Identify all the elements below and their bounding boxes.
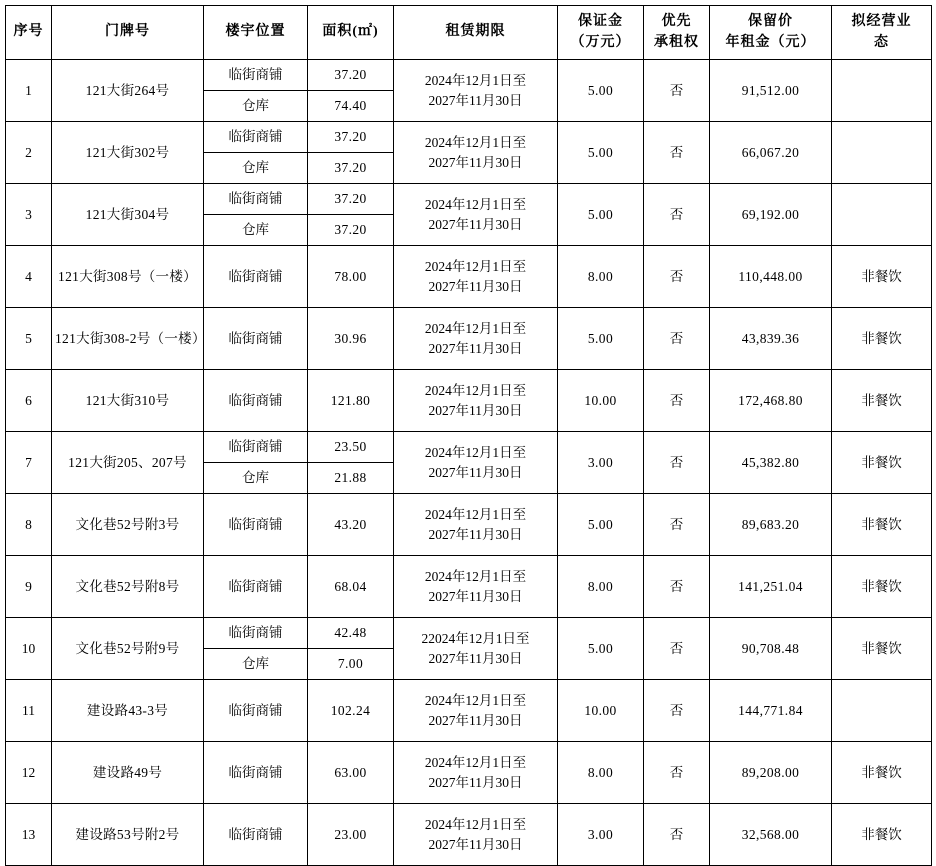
table-row (6, 804, 932, 866)
cell-priority: 否 (644, 184, 710, 246)
cell-area: 30.96 (308, 308, 394, 370)
cell-address: 文化巷52号附3号 (52, 494, 204, 556)
cell-priority: 否 (644, 618, 710, 680)
cell-term-line-1: 2024年12月1日至 (424, 692, 527, 708)
cell-area: 102.24 (308, 680, 394, 742)
cell-deposit: 8.00 (558, 742, 644, 804)
cell-position: 仓库 (204, 649, 308, 680)
cell-address: 建设路53号附2号 (52, 804, 204, 866)
cell-seq: 1 (6, 60, 52, 122)
cell-position: 仓库 (204, 91, 308, 122)
cell-term-line-2: 2027年11月30日 (428, 712, 523, 728)
column-header-term: 租赁期限 (394, 6, 558, 60)
cell-term (394, 556, 558, 618)
cell-priority: 否 (644, 804, 710, 866)
cell-priority: 否 (644, 432, 710, 494)
cell-area: 121.80 (308, 370, 394, 432)
cell-priority: 否 (644, 122, 710, 184)
cell-seq: 6 (6, 370, 52, 432)
column-header-position: 楼宇位置 (204, 6, 308, 60)
cell-address: 文化巷52号附9号 (52, 618, 204, 680)
cell-priority: 否 (644, 556, 710, 618)
cell-priority: 否 (644, 308, 710, 370)
table-row (6, 60, 932, 91)
table-row (6, 556, 932, 618)
table-row (6, 246, 932, 308)
cell-seq: 2 (6, 122, 52, 184)
cell-term-line-1: 2024年12月1日至 (424, 196, 527, 212)
cell-area: 42.48 (308, 618, 394, 649)
cell-biz (832, 60, 932, 122)
table-row (6, 184, 932, 215)
column-header-rent-line1: 保留价 (748, 14, 793, 30)
column-header-biz-line1: 拟经营业 (851, 14, 912, 30)
table-row (6, 432, 932, 463)
cell-term-line-1: 2024年12月1日至 (424, 568, 527, 584)
cell-deposit: 5.00 (558, 184, 644, 246)
lease-listing-table (5, 5, 932, 866)
cell-biz: 非餐饮 (832, 742, 932, 804)
table-row (6, 618, 932, 649)
cell-seq: 9 (6, 556, 52, 618)
cell-deposit: 10.00 (558, 370, 644, 432)
cell-term-line-2: 2027年11月30日 (428, 650, 523, 666)
cell-rent: 66,067.20 (710, 122, 832, 184)
cell-term (394, 742, 558, 804)
cell-priority: 否 (644, 680, 710, 742)
column-header-priority-line1: 优先 (661, 14, 692, 30)
cell-term-line-1: 2024年12月1日至 (424, 816, 527, 832)
cell-biz (832, 184, 932, 246)
cell-area: 68.04 (308, 556, 394, 618)
cell-deposit: 5.00 (558, 494, 644, 556)
cell-address: 121大街310号 (52, 370, 204, 432)
cell-position: 仓库 (204, 153, 308, 184)
cell-position: 临街商铺 (204, 60, 308, 91)
cell-position: 仓库 (204, 215, 308, 246)
cell-rent: 172,468.80 (710, 370, 832, 432)
cell-rent: 69,192.00 (710, 184, 832, 246)
cell-rent: 32,568.00 (710, 804, 832, 866)
table-row (6, 494, 932, 556)
cell-term-line-2: 2027年11月30日 (428, 340, 523, 356)
cell-biz: 非餐饮 (832, 494, 932, 556)
cell-priority: 否 (644, 246, 710, 308)
table-row (6, 122, 932, 153)
cell-rent: 110,448.00 (710, 246, 832, 308)
cell-position: 临街商铺 (204, 494, 308, 556)
table-row (6, 742, 932, 804)
cell-rent: 43,839.36 (710, 308, 832, 370)
cell-deposit: 5.00 (558, 308, 644, 370)
cell-address: 建设路43-3号 (52, 680, 204, 742)
cell-term (394, 494, 558, 556)
cell-rent: 89,208.00 (710, 742, 832, 804)
cell-position: 临街商铺 (204, 804, 308, 866)
cell-position: 临街商铺 (204, 184, 308, 215)
table-row (6, 680, 932, 742)
column-header-rent-line2: 年租金（元） (725, 34, 816, 50)
cell-biz (832, 122, 932, 184)
cell-deposit: 3.00 (558, 804, 644, 866)
cell-biz: 非餐饮 (832, 246, 932, 308)
column-header-priority (644, 6, 710, 60)
cell-deposit: 5.00 (558, 60, 644, 122)
cell-position: 临街商铺 (204, 742, 308, 804)
cell-seq: 13 (6, 804, 52, 866)
cell-position: 临街商铺 (204, 556, 308, 618)
column-header-deposit-line1: 保证金 (578, 14, 623, 30)
cell-deposit: 10.00 (558, 680, 644, 742)
cell-area: 23.00 (308, 804, 394, 866)
cell-address: 121大街302号 (52, 122, 204, 184)
cell-biz: 非餐饮 (832, 308, 932, 370)
cell-term-line-2: 2027年11月30日 (428, 92, 523, 108)
table-header (6, 6, 932, 60)
cell-term-line-1: 2024年12月1日至 (424, 754, 527, 770)
column-header-address: 门牌号 (52, 6, 204, 60)
cell-seq: 7 (6, 432, 52, 494)
cell-area: 7.00 (308, 649, 394, 680)
cell-area: 37.20 (308, 215, 394, 246)
cell-seq: 8 (6, 494, 52, 556)
cell-area: 21.88 (308, 463, 394, 494)
cell-term (394, 184, 558, 246)
cell-priority: 否 (644, 742, 710, 804)
cell-term-line-1: 2024年12月1日至 (424, 506, 527, 522)
column-header-priority-line2: 承租权 (654, 34, 699, 50)
column-header-deposit (558, 6, 644, 60)
column-header-deposit-line2: （万元） (570, 34, 631, 50)
column-header-seq: 序号 (6, 6, 52, 60)
cell-position: 临街商铺 (204, 680, 308, 742)
cell-term-line-2: 2027年11月30日 (428, 154, 523, 170)
column-header-biz-line2: 态 (874, 34, 889, 50)
cell-priority: 否 (644, 494, 710, 556)
cell-rent: 144,771.84 (710, 680, 832, 742)
cell-term (394, 618, 558, 680)
cell-seq: 12 (6, 742, 52, 804)
cell-term-line-1: 2024年12月1日至 (424, 258, 527, 274)
cell-term-line-1: 2024年12月1日至 (424, 444, 527, 460)
cell-address: 121大街304号 (52, 184, 204, 246)
cell-position: 临街商铺 (204, 246, 308, 308)
cell-biz: 非餐饮 (832, 804, 932, 866)
column-header-rent (710, 6, 832, 60)
cell-address: 121大街264号 (52, 60, 204, 122)
cell-term (394, 122, 558, 184)
cell-address: 文化巷52号附8号 (52, 556, 204, 618)
cell-term-line-1: 2024年12月1日至 (424, 134, 527, 150)
cell-seq: 10 (6, 618, 52, 680)
cell-term-line-2: 2027年11月30日 (428, 278, 523, 294)
cell-position: 临街商铺 (204, 618, 308, 649)
cell-seq: 3 (6, 184, 52, 246)
cell-term (394, 370, 558, 432)
cell-term (394, 246, 558, 308)
cell-address: 建设路49号 (52, 742, 204, 804)
table-row (6, 370, 932, 432)
cell-rent: 89,683.20 (710, 494, 832, 556)
cell-area: 37.20 (308, 153, 394, 184)
cell-priority: 否 (644, 60, 710, 122)
cell-area: 74.40 (308, 91, 394, 122)
cell-term-line-2: 2027年11月30日 (428, 216, 523, 232)
cell-position: 临街商铺 (204, 370, 308, 432)
cell-biz: 非餐饮 (832, 432, 932, 494)
cell-seq: 11 (6, 680, 52, 742)
table-body (6, 60, 932, 866)
cell-term-line-2: 2027年11月30日 (428, 464, 523, 480)
cell-term (394, 60, 558, 122)
cell-biz: 非餐饮 (832, 556, 932, 618)
cell-address: 121大街308号（一楼） (52, 246, 204, 308)
cell-term (394, 680, 558, 742)
cell-term-line-1: 2024年12月1日至 (424, 382, 527, 398)
cell-rent: 45,382.80 (710, 432, 832, 494)
cell-position: 临街商铺 (204, 432, 308, 463)
cell-term (394, 432, 558, 494)
cell-term (394, 804, 558, 866)
cell-deposit: 5.00 (558, 618, 644, 680)
cell-deposit: 8.00 (558, 246, 644, 308)
cell-term-line-1: 22024年12月1日至 (421, 630, 530, 646)
cell-area: 37.20 (308, 184, 394, 215)
cell-rent: 90,708.48 (710, 618, 832, 680)
cell-seq: 4 (6, 246, 52, 308)
cell-area: 78.00 (308, 246, 394, 308)
cell-term-line-1: 2024年12月1日至 (424, 72, 527, 88)
column-header-biz (832, 6, 932, 60)
cell-area: 63.00 (308, 742, 394, 804)
cell-area: 37.20 (308, 60, 394, 91)
cell-position: 临街商铺 (204, 122, 308, 153)
table-row (6, 308, 932, 370)
cell-term-line-2: 2027年11月30日 (428, 836, 523, 852)
cell-biz: 非餐饮 (832, 618, 932, 680)
cell-position: 临街商铺 (204, 308, 308, 370)
cell-rent: 141,251.04 (710, 556, 832, 618)
cell-term-line-1: 2024年12月1日至 (424, 320, 527, 336)
cell-seq: 5 (6, 308, 52, 370)
cell-address: 121大街205、207号 (52, 432, 204, 494)
cell-deposit: 8.00 (558, 556, 644, 618)
table-header-row (6, 6, 932, 60)
column-header-area: 面积(㎡) (308, 6, 394, 60)
cell-deposit: 3.00 (558, 432, 644, 494)
cell-address: 121大街308-2号（一楼） (52, 308, 204, 370)
cell-area: 43.20 (308, 494, 394, 556)
cell-term-line-2: 2027年11月30日 (428, 526, 523, 542)
cell-biz: 非餐饮 (832, 370, 932, 432)
cell-position: 仓库 (204, 463, 308, 494)
cell-term-line-2: 2027年11月30日 (428, 402, 523, 418)
cell-area: 37.20 (308, 122, 394, 153)
cell-rent: 91,512.00 (710, 60, 832, 122)
cell-biz (832, 680, 932, 742)
cell-term-line-2: 2027年11月30日 (428, 588, 523, 604)
cell-area: 23.50 (308, 432, 394, 463)
cell-term (394, 308, 558, 370)
cell-priority: 否 (644, 370, 710, 432)
cell-deposit: 5.00 (558, 122, 644, 184)
cell-term-line-2: 2027年11月30日 (428, 774, 523, 790)
